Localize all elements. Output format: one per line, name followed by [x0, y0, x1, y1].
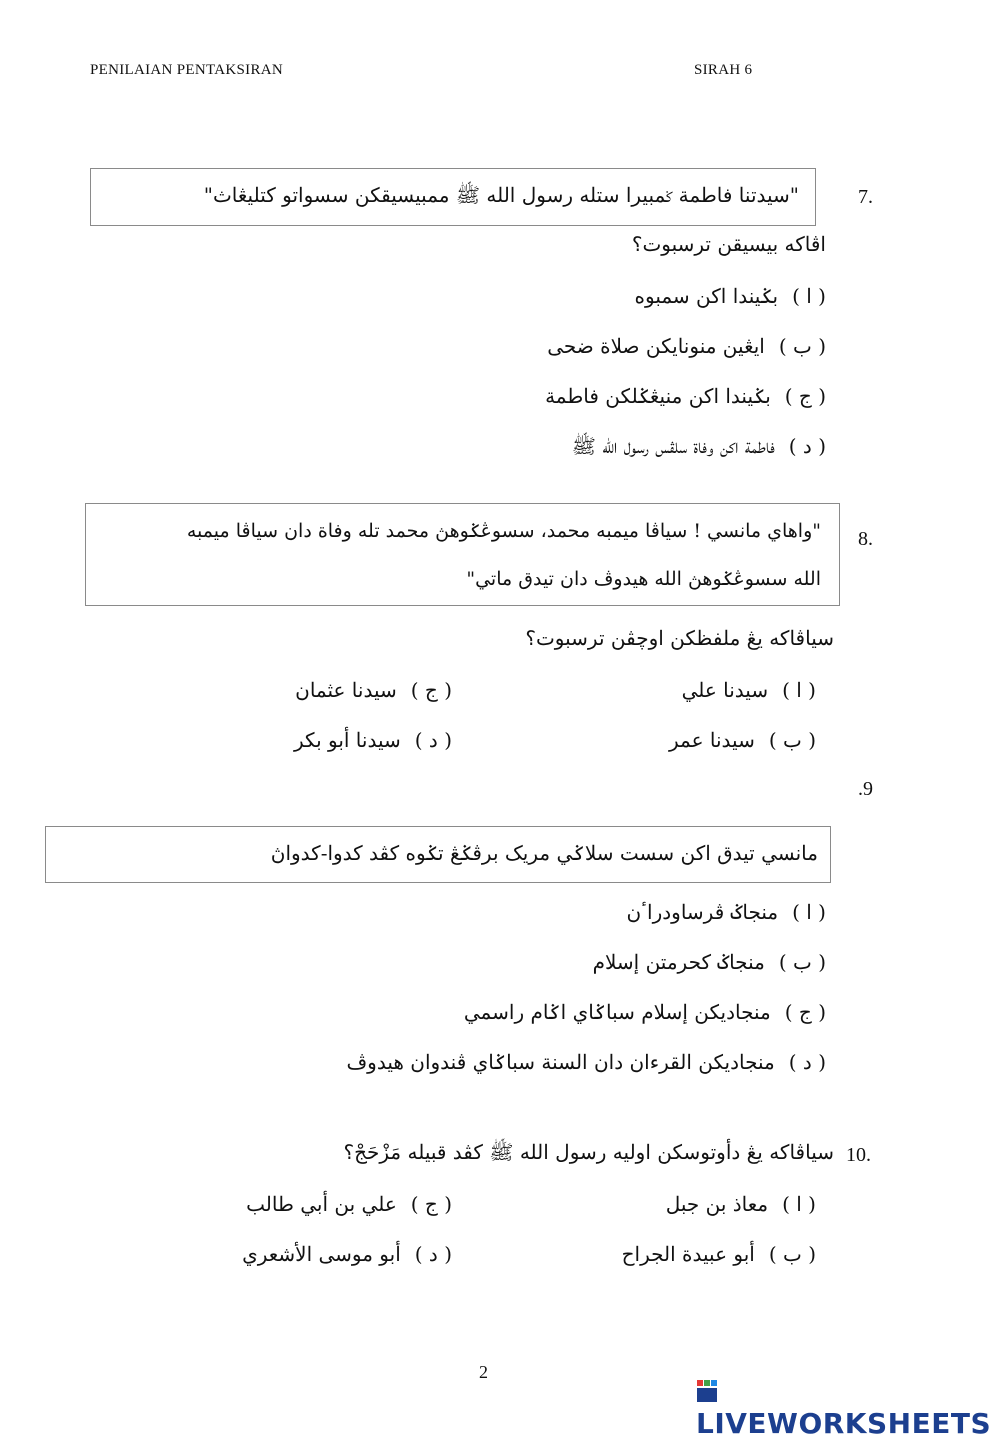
liveworksheets-logo[interactable] — [696, 1374, 1000, 1440]
question-9-option-a[interactable]: ( ا )منجاݢ ڤرساودراٴن — [626, 900, 826, 924]
liveworksheets-brand: LIVEWORKSHEETS — [696, 1407, 992, 1440]
page-number: 2 — [479, 1362, 488, 1382]
question-7-option-c[interactable]: ( ج )بݢيندا اكن منيڠݢلكن فاطمة — [545, 384, 826, 408]
question-7-option-d[interactable]: ( د )فاطمة اكن وفاة سلڤس رسول الله ﷺ — [571, 434, 826, 458]
question-8-quote-box — [85, 503, 840, 606]
header-left: PENILAIAN PENTAKSIRAN — [90, 62, 284, 78]
question-9-option-d[interactable]: ( د )منجاديكن القرءان دان السنة سباݢاي ڤندوان هيدوڤ — [346, 1050, 826, 1074]
liveworksheets-logo-icon — [696, 1378, 718, 1404]
question-9-quote: مانسي تيدق اكن سست سلاݢي مريک برڤݢڠ تݢوه كڤد كدوا-كدواڽ — [270, 841, 818, 865]
question-7-quote: "سيدتنا فاطمة ݢمبيرا ستله رسول الله ﷺ ممبيسيقكن سسواتو كتليڠاث" — [203, 183, 799, 207]
question-7-option-a[interactable]: ( ا )بݢيندا اكن سمبوه — [634, 284, 826, 308]
question-9-quote-box — [45, 826, 831, 883]
question-10-option-d[interactable]: ( د )أبو موسى الأشعري — [242, 1242, 452, 1266]
question-9-option-b[interactable]: ( ب )منجاݢ كحرمتن إسلام — [592, 950, 826, 974]
header-right: SIRAH 6 — [694, 62, 753, 78]
question-8-option-d[interactable]: ( د )سيدنا أبو بكر — [293, 728, 452, 752]
question-7-number: 7. — [858, 186, 873, 208]
question-10-stem: سياڤاكه يڠ دأوتوسكن اوليه رسول الله ﷺ كڤد قبيله مَزْحَجْ؟ — [343, 1140, 834, 1164]
question-8-number: 8. — [858, 528, 873, 550]
question-8-quote-line-1: "واهاي مانسي ! سياڤا ميمبه محمد، سسوڠݢوهڽ محمد تله وفاة دان سياڤا ميمبه — [186, 520, 821, 542]
question-7-option-b[interactable]: ( ب )ايڠين منونايكن صلاة ضحى — [547, 334, 826, 358]
question-10-option-a[interactable]: ( ا )معاذ بن جبل — [665, 1192, 816, 1216]
question-9-number: .9 — [858, 778, 873, 800]
question-8-option-a[interactable]: ( ا )سيدنا علي — [681, 678, 816, 702]
question-8-option-c[interactable]: ( ج )سيدنا عثمان — [295, 678, 452, 702]
question-8-quote-line-2: الله سسوڠݢوهڽ الله هيدوڤ دان تيدق ماتي" — [466, 568, 821, 590]
question-10-option-b[interactable]: ( ب )أبو عبيدة الجراح — [621, 1242, 816, 1266]
question-10-number: 10. — [846, 1144, 871, 1166]
question-8-option-b[interactable]: ( ب )سيدنا عمر — [669, 728, 816, 752]
question-9-option-c[interactable]: ( ج )منجاديكن إسلام سباݢاي اݢام راسمي — [463, 1000, 826, 1024]
question-7-quote-box — [90, 168, 816, 226]
question-7-stem: اڤاكه بيسيقن ترسبوت؟ — [631, 232, 826, 256]
question-10-option-c[interactable]: ( ج )علي بن أبي طالب — [246, 1192, 452, 1216]
question-8-stem: سياڤاكه يڠ ملفظكن اوچڤن ترسبوت؟ — [525, 626, 834, 650]
